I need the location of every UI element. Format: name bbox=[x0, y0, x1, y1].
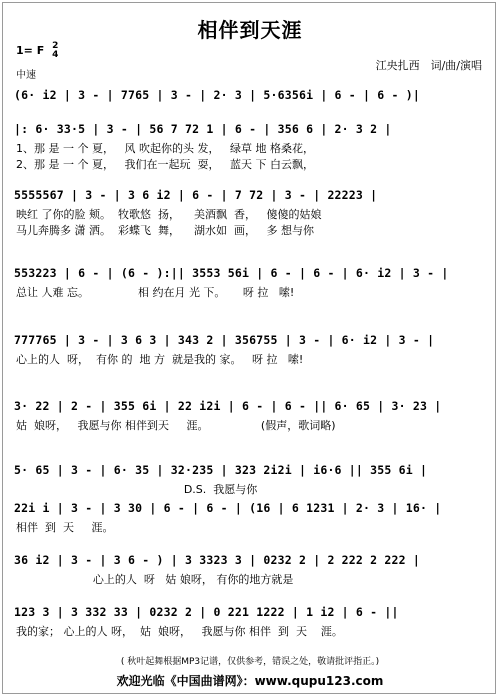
lyric-line: 映红 了你的脸 颊。 牧歌悠 扬， 美酒飘 香， 傻傻的姑娘 bbox=[16, 208, 322, 221]
lyric-line: 总让 人难 忘。 相 约在月 光 下。 呀 拉 嗦! bbox=[16, 286, 295, 299]
lyric-line: 1、那 是 一 个 夏， 风 吹起你的头 发， 绿草 地 格桑花， bbox=[16, 142, 314, 155]
lyric-line: 马儿奔腾多 潇 洒。 彩蝶飞 舞， 湖水如 画， 多 想与你 bbox=[16, 224, 314, 237]
lyric-line: 2、那 是 一 个 夏， 我们在一起玩 耍， 蓝天 下 白云飘， bbox=[16, 158, 314, 171]
time-sig-bottom: 4 bbox=[52, 50, 59, 60]
notation-row: |: 6· 33·5 | 3 - | 56 7 72 1 | 6 - | 356 6 | 2· 3 2 | bbox=[14, 122, 392, 136]
credit-line: 江央扎西 词/曲/演唱 bbox=[375, 59, 482, 72]
notation-row: (6· i2 | 3 - | 7765 | 3 - | 2· 3 | 5·6356i | 6 - | 6 - )| bbox=[14, 88, 421, 102]
song-title: 相伴到天涯 bbox=[197, 18, 303, 42]
score-frame bbox=[2, 2, 496, 694]
notation-row: 5555567 | 3 - | 3 6 i2 | 6 - | 7 72 | 3 - | 22223 | bbox=[14, 188, 378, 202]
lyric-line: 姑 娘呀， 我愿与你 相伴到天 涯。 (假声，歌词略) bbox=[16, 419, 336, 432]
lyric-line: 心上的人 呀 姑 娘呀， 有你的地方就是 bbox=[16, 573, 294, 586]
key-signature bbox=[16, 42, 58, 60]
tempo-marking: 中速 bbox=[16, 70, 36, 81]
notation-row: 777765 | 3 - | 3 6 3 | 343 2 | 356755 | 3 - | 6· i2 | 3 - | bbox=[14, 333, 435, 347]
notation-row: 123 3 | 3 332 33 | 0232 2 | 0 221 1222 | 1 i2 | 6 - || bbox=[14, 605, 399, 619]
lyric-line: 相伴 到 天 涯。 bbox=[16, 521, 114, 534]
notation-row: 22i i | 3 - | 3 30 | 6 - | 6 - | (16 | 6 1231 | 2· 3 | 16· | bbox=[14, 501, 442, 515]
key-label: 1= F bbox=[16, 44, 45, 57]
notation-row: 5· 65 | 3 - | 6· 35 | 32·235 | 323 2i2i | i6·6 || 355 6i | bbox=[14, 463, 428, 477]
transcriber-note: ( 秋叶起舞根据MP3记谱，仅供参考，错误之处，敬请批评指正。) bbox=[120, 657, 380, 667]
lyric-line: D.S. 我愿与你 bbox=[16, 483, 258, 496]
notation-row: 3· 22 | 2 - | 355 6i | 22 i2i | 6 - | 6 - || 6· 65 | 3· 23 | bbox=[14, 399, 442, 413]
notation-row: 553223 | 6 - | (6 - ):|| 3553 56i | 6 - | 6 - | 6· i2 | 3 - | bbox=[14, 266, 449, 280]
time-sig-top: 2 bbox=[52, 41, 59, 51]
lyric-line: 心上的人 呀， 有你 的 地 方 就是我的 家。 呀 拉 嗦! bbox=[16, 353, 304, 366]
notation-row: 36 i2 | 3 - | 3 6 - ) | 3 3323 3 | 0232 2 | 2 222 2 222 | bbox=[14, 553, 421, 567]
lyric-line: 我的家； 心上的人 呀， 姑 娘呀， 我愿与你 相伴 到 天 涯。 bbox=[16, 625, 343, 638]
time-signature bbox=[52, 42, 58, 60]
site-footer: 欢迎光临《中国曲谱网》：www.qupu123.com bbox=[116, 674, 384, 688]
